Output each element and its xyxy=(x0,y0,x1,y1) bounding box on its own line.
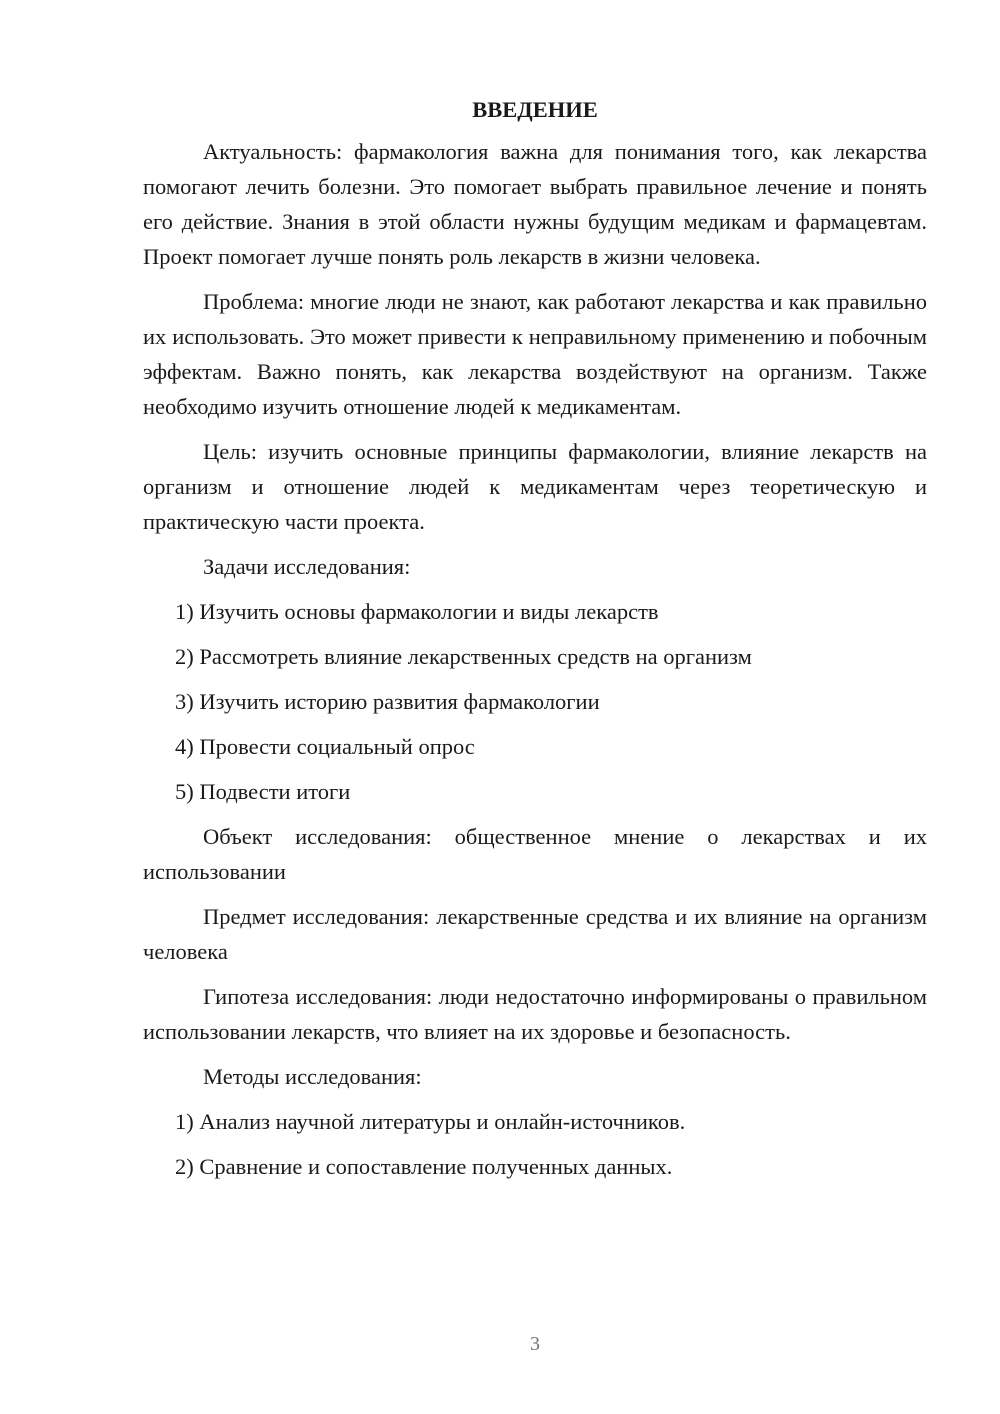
goal-paragraph: Цель: изучить основные принципы фармакологии, влияние лекарств на организм и отношение людей к медикаментам через теоретическую и практическую части проекта. xyxy=(143,439,927,534)
methods-heading: Методы исследования: xyxy=(203,1064,422,1089)
methods-list xyxy=(143,1104,927,1184)
object-paragraph: Объект исследования: общественное мнение о лекарствах и их использовании xyxy=(143,824,927,884)
relevance-paragraph: Актуальность: фармакология важна для понимания того, как лекарства помогают лечить болезни. Это помогает выбрать правильное лечение и понять его действие. Знания в этой области нужны будущим медикам и фармацевтам. Проект помогает лучше понять роль лекарств в жизни человека. xyxy=(143,139,927,269)
list-item: 3) Изучить историю развития фармакологии xyxy=(175,689,600,714)
list-item: 2) Рассмотреть влияние лекарственных средств на организм xyxy=(175,644,752,669)
list-item: 2) Сравнение и сопоставление полученных данных. xyxy=(175,1154,673,1179)
page-content xyxy=(143,92,927,1194)
tasks-list xyxy=(143,594,927,809)
hypothesis-paragraph: Гипотеза исследования: люди недостаточно информированы о правильном использовании лекарств, что влияет на их здоровье и безопасность. xyxy=(143,984,927,1044)
list-item: 1) Анализ научной литературы и онлайн-источников. xyxy=(175,1109,686,1134)
list-item: 5) Подвести итоги xyxy=(175,779,351,804)
subject-paragraph: Предмет исследования: лекарственные средства и их влияние на организм человека xyxy=(143,904,927,964)
list-item: 4) Провести социальный опрос xyxy=(175,734,475,759)
problem-paragraph: Проблема: многие люди не знают, как работают лекарства и как правильно их использовать. Это может привести к неправильному применению и побочным эффектам. Важно понять, как лекарства воздействуют на организм. Также необходимо изучить отношение людей к медикаментам. xyxy=(143,289,927,419)
page-title: ВВЕДЕНИЕ xyxy=(472,97,598,122)
page-number: 3 xyxy=(530,1333,540,1355)
tasks-heading: Задачи исследования: xyxy=(203,554,411,579)
list-item: 1) Изучить основы фармакологии и виды лекарств xyxy=(175,599,659,624)
